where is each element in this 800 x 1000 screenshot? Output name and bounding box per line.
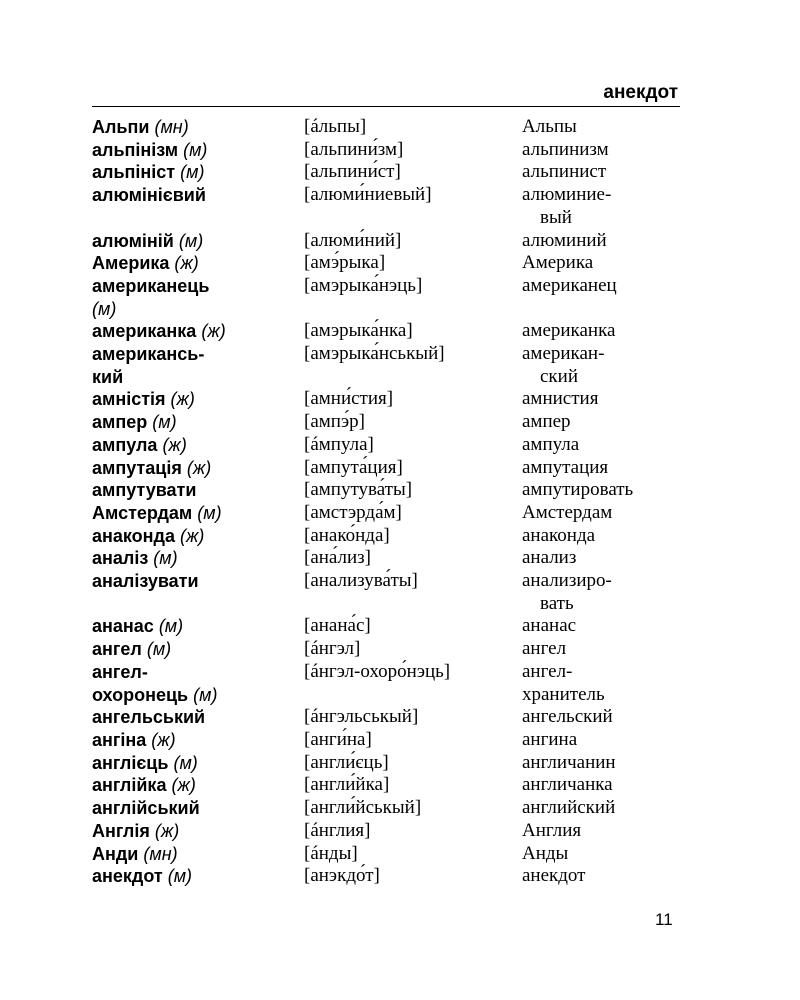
headword: англійський <box>92 798 200 819</box>
transcription: [амэрыка́нськый] <box>304 343 445 365</box>
grammar-label: (м) <box>180 162 205 183</box>
page-number: 11 <box>655 910 673 929</box>
headword-cell <box>92 797 304 820</box>
entry-row <box>92 752 682 775</box>
headword: алюмінієвий <box>92 185 206 206</box>
grammar-label: (ж) <box>174 253 199 274</box>
headword: ампутація <box>92 457 182 478</box>
headword: альпініст <box>92 162 176 183</box>
transcription: [амэ́рыка] <box>304 252 386 274</box>
entry-row <box>92 547 682 570</box>
entry-row <box>92 139 682 162</box>
grammar-label: (м) <box>146 639 172 660</box>
entry-row <box>92 638 682 661</box>
entry-row <box>92 502 682 525</box>
entry-row <box>92 706 682 729</box>
headword: американка <box>92 321 197 342</box>
transcription: [анги́на] <box>304 728 372 750</box>
entry-row <box>92 161 682 184</box>
grammar-label: (м) <box>167 866 193 887</box>
entry-row <box>92 230 682 253</box>
headword-cell <box>92 570 304 593</box>
russian-translation: Амстердам <box>522 501 613 523</box>
transcription: [ана́лиз] <box>304 547 372 569</box>
headword: аналіз <box>92 548 149 569</box>
headword-cell <box>92 661 304 706</box>
entry-row <box>92 865 682 888</box>
russian-translation: анекдот <box>522 865 586 887</box>
headword: Америка <box>92 253 170 274</box>
headword-cell <box>92 184 304 207</box>
headword: амністія <box>92 389 166 410</box>
entry-row <box>92 525 682 548</box>
headword: американсь- <box>92 344 205 365</box>
russian-translation: анализиро- вать <box>522 570 612 614</box>
transcription: [áнглия] <box>304 819 371 841</box>
entry-row <box>92 729 682 752</box>
transcription: [амэрыка́нэць] <box>304 274 423 296</box>
headword-cell <box>92 252 304 275</box>
entry-row <box>92 275 682 320</box>
grammar-label: (ж) <box>162 434 187 455</box>
russian-translation: ампутировать <box>522 479 634 501</box>
russian-translation: Америка <box>522 252 594 274</box>
headword: Альпи <box>92 117 150 137</box>
headword: ангел <box>92 639 142 660</box>
transcription: [альпини́зм] <box>304 138 404 160</box>
russian-translation: ампула <box>522 433 580 455</box>
grammar-label: (ж) <box>186 457 212 478</box>
grammar-label: (м) <box>153 548 178 569</box>
grammar-label: (ж) <box>201 321 226 342</box>
entry-row <box>92 184 682 229</box>
entry-row <box>92 411 682 434</box>
headword-cell <box>92 615 304 638</box>
entry-row <box>92 661 682 706</box>
headword-cell <box>92 275 304 320</box>
headword: англієць <box>92 752 169 773</box>
transcription: [áнгэл-охоро́нэць] <box>304 660 451 682</box>
grammar-label: (мн) <box>143 843 178 864</box>
headword-cell <box>92 865 304 888</box>
russian-translation: Англия <box>522 819 582 841</box>
transcription: [ампэ́р] <box>304 411 365 433</box>
entry-row <box>92 116 682 139</box>
russian-translation: анаконда <box>522 524 596 546</box>
transcription: [альпини́ст] <box>304 161 401 183</box>
transcription: [алюми́ний] <box>304 229 402 251</box>
headword-cell <box>92 843 304 866</box>
entry-row <box>92 252 682 275</box>
headword: американець <box>92 275 210 296</box>
dictionary-entries <box>92 116 682 888</box>
transcription: [ампута́ция] <box>304 456 403 478</box>
headword: анаконда <box>92 525 175 546</box>
headword-cell <box>92 116 304 139</box>
transcription: [алюми́ниевый] <box>304 184 432 206</box>
grammar-label: (м) <box>193 684 218 705</box>
headword-cell <box>92 502 304 525</box>
headword: ананас <box>92 616 154 637</box>
headword: Амстердам <box>92 502 193 523</box>
russian-translation: англичанка <box>522 774 613 796</box>
russian-translation: ангел <box>522 638 567 660</box>
russian-translation: американец <box>522 274 617 296</box>
headword-cell <box>92 388 304 411</box>
headword: англійка <box>92 775 167 796</box>
headword-cell <box>92 457 304 480</box>
transcription: [анана́с] <box>304 615 371 637</box>
russian-translation: американ- ский <box>522 343 605 387</box>
transcription: [анализува́ты] <box>304 570 418 592</box>
headword-cell <box>92 547 304 570</box>
entry-row <box>92 434 682 457</box>
headword-cell <box>92 320 304 343</box>
entry-row <box>92 343 682 388</box>
grammar-label: (ж) <box>171 775 196 796</box>
transcription: [анако́нда] <box>304 524 390 546</box>
transcription: [áнгэл] <box>304 638 361 660</box>
headword-cell <box>92 525 304 548</box>
transcription: [англи́єць] <box>304 751 389 773</box>
russian-translation: ампер <box>522 411 571 433</box>
entry-row <box>92 457 682 480</box>
headword: ампутувати <box>92 480 197 501</box>
entry-row <box>92 820 682 843</box>
entry-row <box>92 479 682 502</box>
russian-translation: английский <box>522 797 616 819</box>
headword-cell <box>92 479 304 502</box>
grammar-label: (м) <box>197 502 222 523</box>
grammar-label: (м) <box>158 616 184 637</box>
transcription: [амстэрда́м] <box>304 501 402 523</box>
russian-translation: американка <box>522 320 616 342</box>
headword-cell <box>92 343 304 388</box>
headword-cell <box>92 638 304 661</box>
headword: Анди <box>92 843 139 864</box>
transcription: [амэрыка́нка] <box>304 320 413 342</box>
russian-translation: альпинизм <box>522 138 609 160</box>
running-header <box>92 82 680 107</box>
headword: анекдот <box>92 866 163 887</box>
russian-translation: англичанин <box>522 751 616 773</box>
headword-cell <box>92 161 304 184</box>
grammar-label: (м) <box>178 230 204 251</box>
russian-translation: ангина <box>522 728 578 750</box>
entry-row <box>92 320 682 343</box>
headword: альпінізм <box>92 139 179 160</box>
transcription: [англи́йка] <box>304 774 390 796</box>
headword: ангел- <box>92 661 148 682</box>
headword-cell <box>92 729 304 752</box>
russian-translation: ангел- хранитель <box>522 660 605 705</box>
headword: алюміній <box>92 230 174 251</box>
headword-cell <box>92 139 304 162</box>
russian-translation: Альпы <box>522 116 577 137</box>
entry-row <box>92 615 682 638</box>
grammar-label: (ж) <box>151 729 176 750</box>
headword: Англія <box>92 820 150 841</box>
russian-translation: альпинист <box>522 161 607 183</box>
entry-row <box>92 570 682 615</box>
russian-translation: анализ <box>522 547 577 569</box>
headword-cell <box>92 434 304 457</box>
transcription: [áнды] <box>304 842 358 864</box>
transcription: [áмпула] <box>304 433 374 455</box>
transcription: [англи́йськый] <box>304 797 422 819</box>
entry-row <box>92 774 682 797</box>
grammar-label: (ж) <box>154 820 180 841</box>
grammar-label: (м) <box>173 752 198 773</box>
entry-row <box>92 388 682 411</box>
headword: ангіна <box>92 729 147 750</box>
grammar-label: (м) <box>152 412 177 433</box>
headword: охоронець <box>92 684 189 705</box>
transcription: [áльпы] <box>304 116 367 137</box>
entry-row <box>92 797 682 820</box>
russian-translation: алюминие- вый <box>522 184 612 228</box>
russian-translation: ананас <box>522 615 577 637</box>
header-word: анекдот <box>603 82 678 103</box>
headword-cell <box>92 411 304 434</box>
transcription: [анэкдо́т] <box>304 865 380 887</box>
headword: ангельський <box>92 707 206 728</box>
headword-cell <box>92 752 304 775</box>
russian-translation: амнистия <box>522 388 599 410</box>
headword: ампер <box>92 412 148 433</box>
russian-translation: ампутация <box>522 456 609 478</box>
transcription: [ампутува́ты] <box>304 479 413 501</box>
headword-cell <box>92 820 304 843</box>
transcription: [áнгэльськый] <box>304 706 419 728</box>
russian-translation: ангельский <box>522 706 613 728</box>
headword: аналізувати <box>92 571 199 592</box>
headword: кий <box>92 366 124 387</box>
russian-translation: алюминий <box>522 229 607 251</box>
grammar-label: (ж) <box>170 389 195 410</box>
grammar-label: (ж) <box>179 525 205 546</box>
entry-row <box>92 843 682 866</box>
russian-translation: Анды <box>522 842 569 864</box>
grammar-label: (мн) <box>154 117 189 137</box>
headword-cell <box>92 230 304 253</box>
grammar-label: (м) <box>92 298 117 319</box>
transcription: [амни́стия] <box>304 388 394 410</box>
headword: ампула <box>92 434 158 455</box>
headword-cell <box>92 774 304 797</box>
headword-cell <box>92 706 304 729</box>
grammar-label: (м) <box>183 139 208 160</box>
